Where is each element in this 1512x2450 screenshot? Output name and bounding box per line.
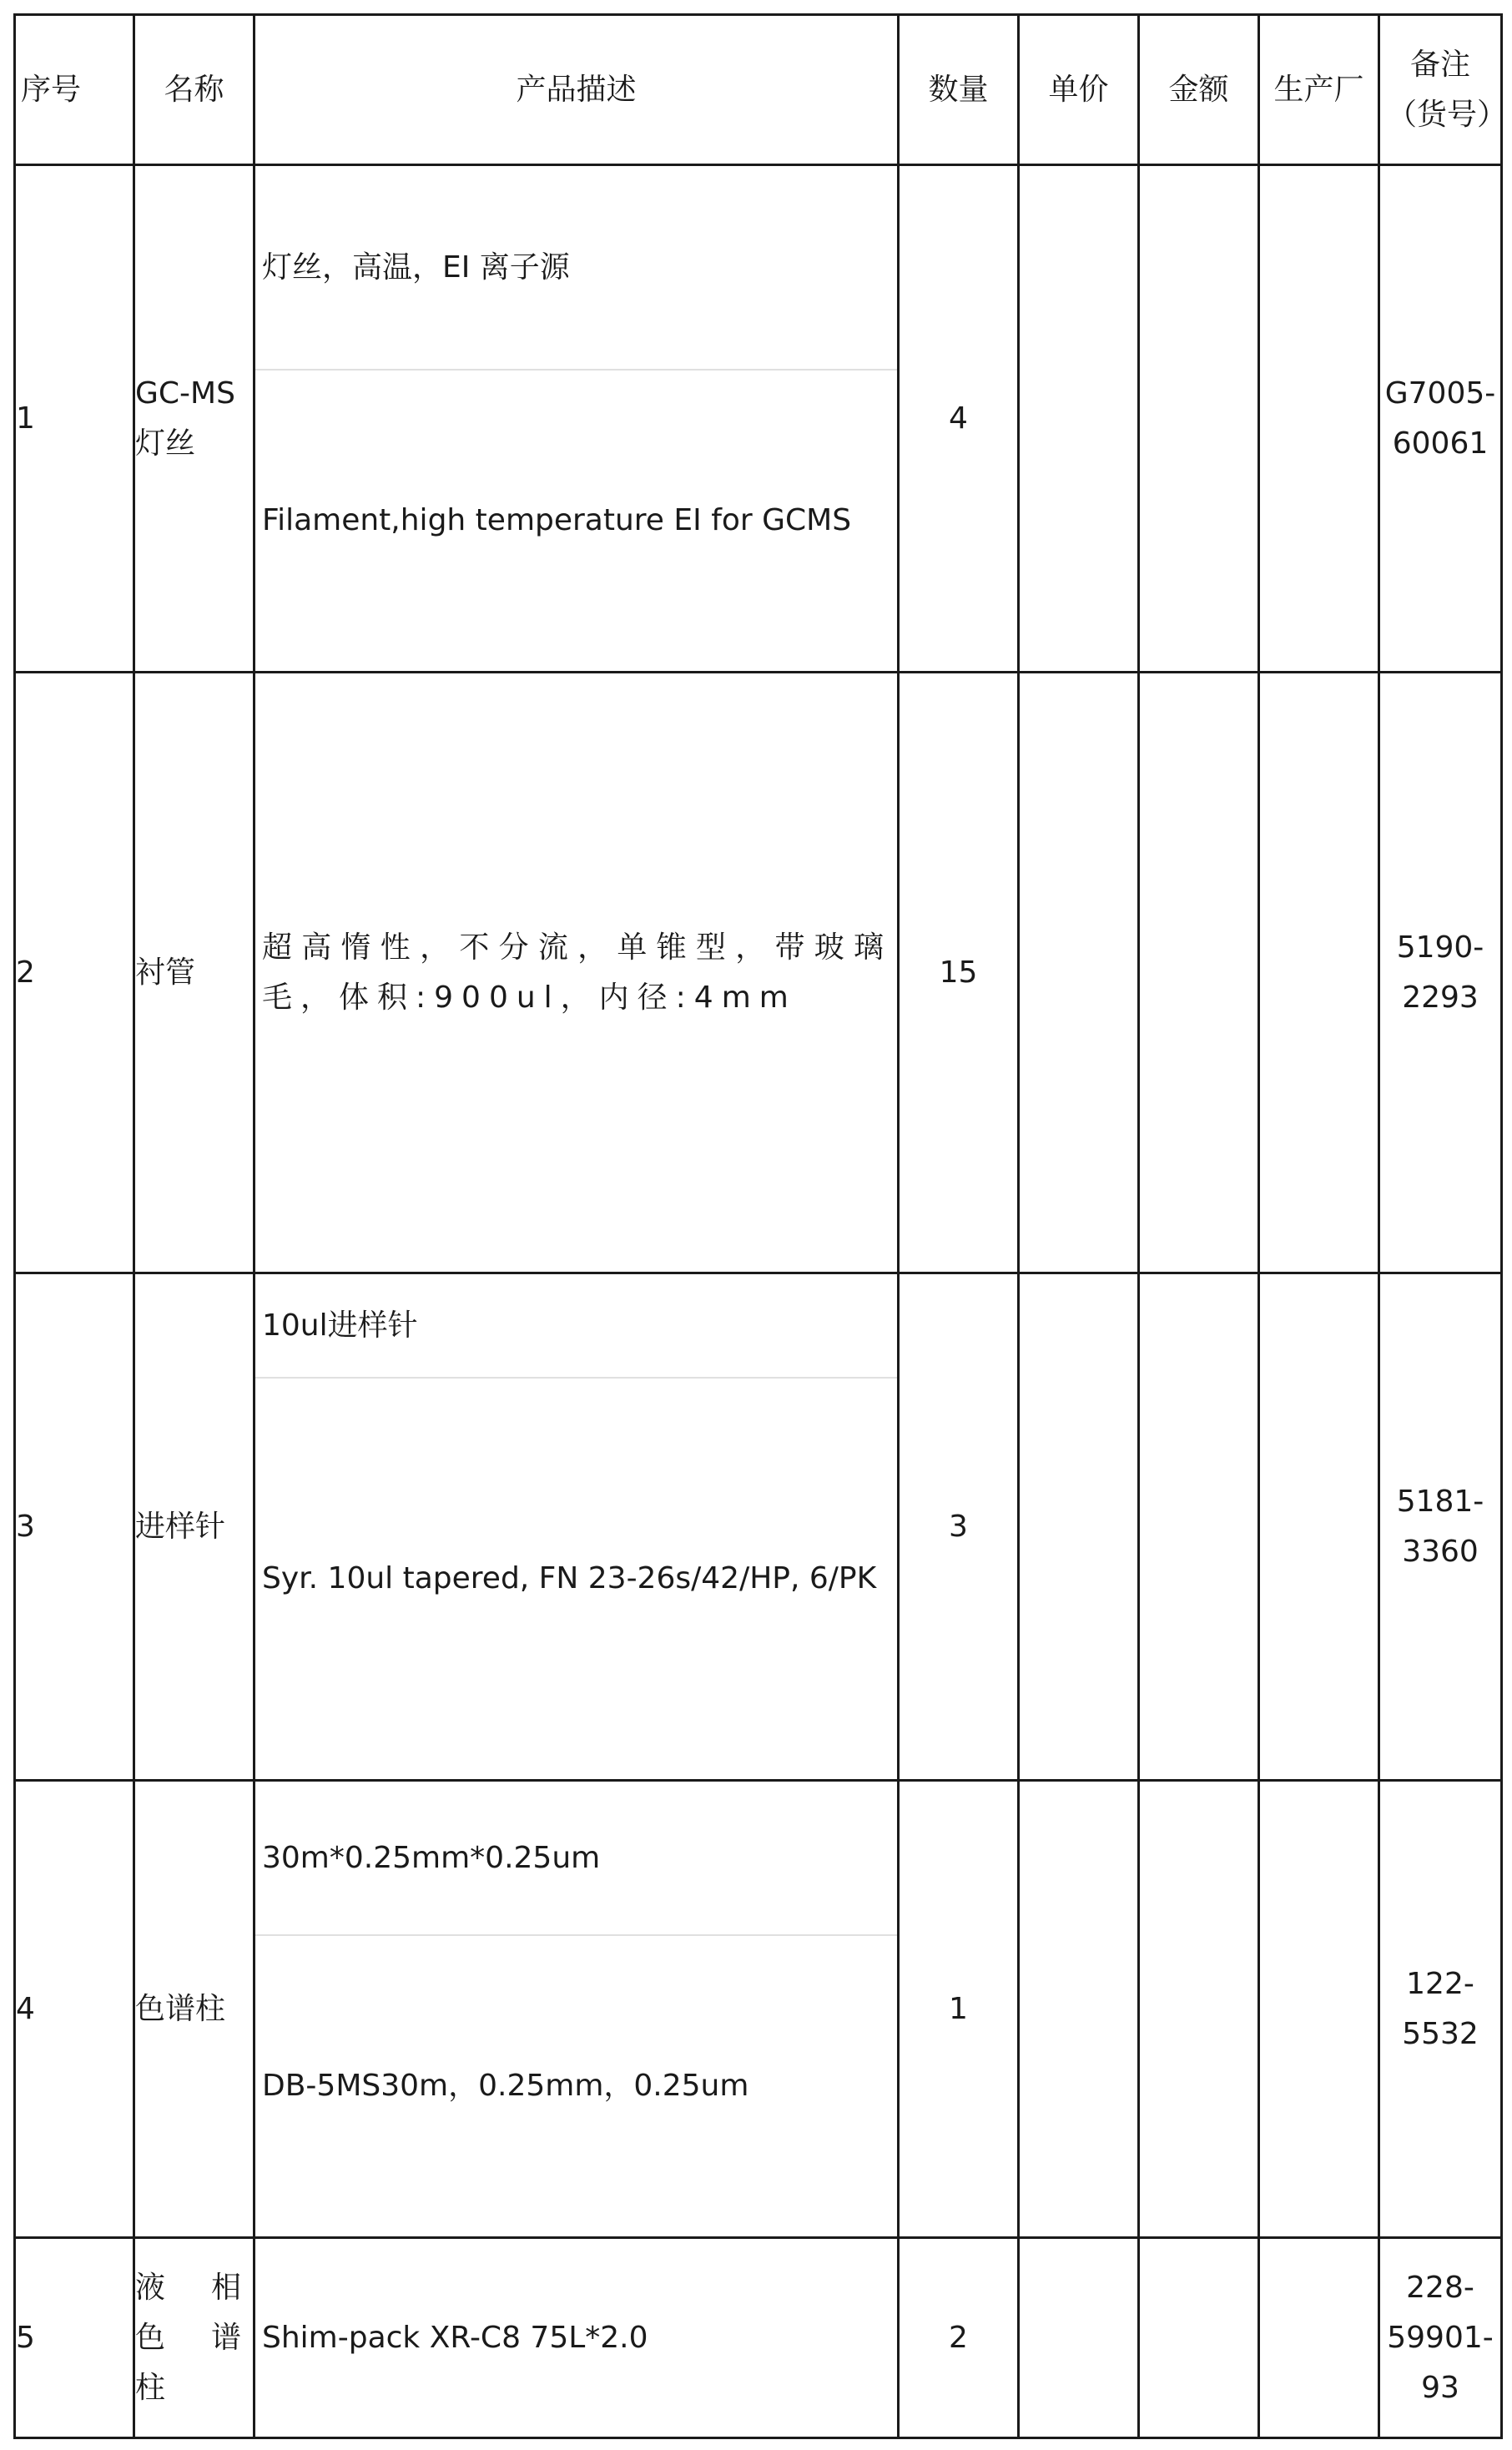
row-qty: 4 (899, 165, 1019, 673)
row-desc-en: DB-5MS30m，0.25mm，0.25um (262, 2069, 749, 2103)
row-seq: 5 (15, 2238, 134, 2438)
row-amount (1139, 165, 1259, 673)
row-seq: 1 (15, 165, 134, 673)
header-qty: 数量 (899, 15, 1019, 165)
row-name: 液相色谱柱 (135, 2270, 249, 2405)
table-row (15, 165, 1502, 673)
row-seq: 4 (15, 1781, 134, 2238)
header-unit-price: 单价 (1019, 15, 1139, 165)
row-name: 色谱柱 (134, 1781, 255, 2238)
row-name: 衬管 (134, 673, 255, 1273)
table-row (15, 1781, 1502, 2238)
row-remark: 5190-2293 (1379, 673, 1502, 1273)
row-manufacturer (1259, 673, 1379, 1273)
row-qty: 2 (899, 2238, 1019, 2438)
row-unit-price (1019, 2238, 1139, 2438)
row-desc-cn: 灯丝，高温，EI 离子源 (255, 166, 897, 371)
table-row (15, 673, 1502, 1273)
row-manufacturer (1259, 1781, 1379, 2238)
row-remark: 122-5532 (1379, 1781, 1502, 2238)
row-unit-price (1019, 165, 1139, 673)
row-seq: 2 (15, 673, 134, 1273)
row-amount (1139, 1781, 1259, 2238)
row-amount (1139, 1273, 1259, 1781)
row-desc (255, 165, 899, 673)
header-manufacturer: 生产厂 (1259, 15, 1379, 165)
header-row (15, 15, 1502, 165)
product-table (13, 13, 1508, 2439)
row-desc: 超高惰性，不分流，单锥型，带玻璃毛，体积:900ul，内径:4mm (262, 930, 892, 1015)
header-amount: 金额 (1139, 15, 1259, 165)
table-row (15, 2238, 1502, 2438)
header-desc: 产品描述 (255, 15, 899, 165)
row-desc-cn: 30m*0.25mm*0.25um (255, 1782, 897, 1936)
row-qty: 15 (899, 673, 1019, 1273)
header-name: 名称 (134, 15, 255, 165)
row-seq: 3 (15, 1273, 134, 1781)
header-seq: 序号 (15, 15, 134, 165)
row-qty: 3 (899, 1273, 1019, 1781)
row-unit-price (1019, 1781, 1139, 2238)
row-amount (1139, 673, 1259, 1273)
row-desc (255, 1781, 899, 2238)
row-manufacturer (1259, 165, 1379, 673)
row-desc-en: Syr. 10ul tapered, FN 23-26s/42/HP, 6/PK (262, 1561, 877, 1596)
row-qty: 1 (899, 1781, 1019, 2238)
row-unit-price (1019, 673, 1139, 1273)
row-desc-cn: 10ul进样针 (255, 1274, 897, 1379)
row-manufacturer (1259, 1273, 1379, 1781)
row-unit-price (1019, 1273, 1139, 1781)
row-remark: G7005-60061 (1379, 165, 1502, 673)
row-desc-en: Filament,high temperature EI for GCMS (262, 503, 852, 537)
header-remark: 备注（货号） (1379, 15, 1502, 165)
row-name: 进样针 (134, 1273, 255, 1781)
table-row (15, 1273, 1502, 1781)
row-manufacturer (1259, 2238, 1379, 2438)
row-desc: Shim-pack XR-C8 75L*2.0 (255, 2238, 899, 2438)
row-amount (1139, 2238, 1259, 2438)
row-remark: 5181-3360 (1379, 1273, 1502, 1781)
row-remark: 228-59901-93 (1379, 2238, 1502, 2438)
row-desc (255, 1273, 899, 1781)
row-name: GC-MS 灯丝 (134, 165, 255, 673)
